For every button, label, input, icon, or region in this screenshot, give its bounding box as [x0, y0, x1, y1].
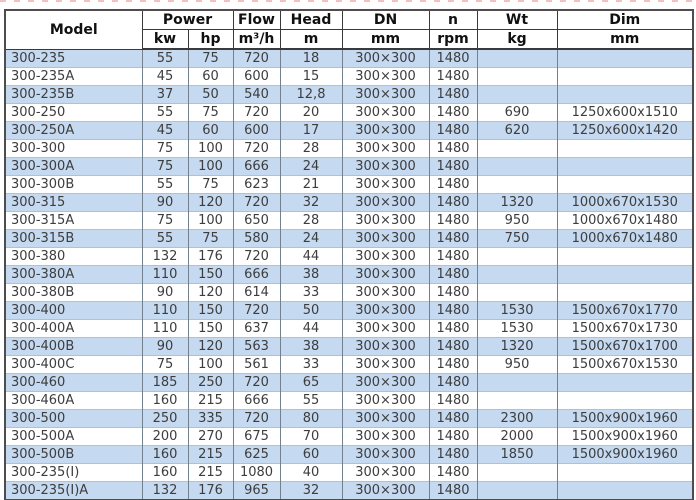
cell-head: 44 — [280, 248, 342, 266]
cell-power-kw: 55 — [142, 49, 188, 68]
cell-n-rpm: 1480 — [429, 284, 477, 302]
cell-dn: 300×300 — [342, 356, 429, 374]
cell-n-rpm: 1480 — [429, 86, 477, 104]
cell-n-rpm: 1480 — [429, 158, 477, 176]
cell-power-hp: 215 — [188, 392, 233, 410]
table-row — [5, 410, 693, 428]
cell-head: 24 — [280, 230, 342, 248]
cell-dn: 300×300 — [342, 392, 429, 410]
cell-model: 300-400 — [5, 302, 142, 320]
cell-n-rpm: 1480 — [429, 482, 477, 500]
cell-head: 38 — [280, 266, 342, 284]
cell-dim — [557, 266, 693, 284]
table-row — [5, 392, 693, 410]
cell-power-hp: 215 — [188, 446, 233, 464]
cell-n-rpm: 1480 — [429, 194, 477, 212]
cell-head: 12,8 — [280, 86, 342, 104]
table-row — [5, 86, 693, 104]
cell-flow: 625 — [233, 446, 280, 464]
cell-dn: 300×300 — [342, 104, 429, 122]
unit-kw: kw — [142, 30, 188, 50]
cell-dn: 300×300 — [342, 446, 429, 464]
cell-dim — [557, 248, 693, 266]
cell-dn: 300×300 — [342, 374, 429, 392]
table-row — [5, 248, 693, 266]
table-row — [5, 302, 693, 320]
cell-wt — [477, 68, 557, 86]
cell-wt: 1530 — [477, 302, 557, 320]
table-row — [5, 194, 693, 212]
cell-power-hp: 100 — [188, 158, 233, 176]
cell-model: 300-380 — [5, 248, 142, 266]
cell-model: 300-400A — [5, 320, 142, 338]
cell-power-kw: 185 — [142, 374, 188, 392]
cell-power-hp: 270 — [188, 428, 233, 446]
cell-power-hp: 150 — [188, 302, 233, 320]
table-row — [5, 230, 693, 248]
cell-power-kw: 37 — [142, 86, 188, 104]
cell-wt — [477, 266, 557, 284]
cell-dim: 1000x670x1530 — [557, 194, 693, 212]
cell-flow: 540 — [233, 86, 280, 104]
cell-power-hp: 215 — [188, 464, 233, 482]
cell-head: 65 — [280, 374, 342, 392]
cell-model: 300-235A — [5, 68, 142, 86]
cell-power-kw: 55 — [142, 230, 188, 248]
cell-dim: 1250x600x1420 — [557, 122, 693, 140]
header-dim: Dim — [557, 10, 693, 30]
cell-dim — [557, 140, 693, 158]
cell-n-rpm: 1480 — [429, 104, 477, 122]
cell-power-hp: 100 — [188, 212, 233, 230]
header-power: Power — [142, 10, 233, 30]
table-row — [5, 338, 693, 356]
cell-flow: 600 — [233, 122, 280, 140]
cell-dn: 300×300 — [342, 176, 429, 194]
cell-wt: 950 — [477, 212, 557, 230]
cell-power-hp: 60 — [188, 122, 233, 140]
cell-dim: 1000x670x1480 — [557, 212, 693, 230]
pump-spec-table — [4, 9, 694, 500]
cell-wt: 1530 — [477, 320, 557, 338]
cell-power-kw: 75 — [142, 158, 188, 176]
header-model: Model — [5, 10, 142, 49]
cell-wt — [477, 482, 557, 500]
cell-dim: 1000x670x1480 — [557, 230, 693, 248]
cell-n-rpm: 1480 — [429, 392, 477, 410]
header-flow: Flow — [233, 10, 280, 30]
cell-power-hp: 120 — [188, 338, 233, 356]
cell-flow: 1080 — [233, 464, 280, 482]
table-row — [5, 104, 693, 122]
cell-n-rpm: 1480 — [429, 140, 477, 158]
cell-power-hp: 335 — [188, 410, 233, 428]
cell-head: 17 — [280, 122, 342, 140]
cell-model: 300-460A — [5, 392, 142, 410]
cell-dn: 300×300 — [342, 122, 429, 140]
cell-power-kw: 110 — [142, 320, 188, 338]
table-row — [5, 68, 693, 86]
cell-wt: 2300 — [477, 410, 557, 428]
cell-flow: 675 — [233, 428, 280, 446]
table-row — [5, 446, 693, 464]
cell-power-hp: 75 — [188, 49, 233, 68]
table-row — [5, 284, 693, 302]
cell-head: 44 — [280, 320, 342, 338]
cell-dim: 1500x670x1730 — [557, 320, 693, 338]
table-row — [5, 428, 693, 446]
cell-wt: 1320 — [477, 194, 557, 212]
table-row — [5, 374, 693, 392]
cell-dim — [557, 464, 693, 482]
cell-flow: 666 — [233, 266, 280, 284]
cell-dim: 1500x900x1960 — [557, 410, 693, 428]
cell-head: 60 — [280, 446, 342, 464]
cell-power-kw: 90 — [142, 284, 188, 302]
cell-head: 28 — [280, 140, 342, 158]
cell-power-hp: 120 — [188, 194, 233, 212]
cell-head: 55 — [280, 392, 342, 410]
cell-power-hp: 50 — [188, 86, 233, 104]
unit-dim: mm — [557, 30, 693, 50]
cell-wt — [477, 464, 557, 482]
table-row — [5, 49, 693, 68]
cell-power-kw: 160 — [142, 446, 188, 464]
cell-wt — [477, 158, 557, 176]
cell-model: 300-250 — [5, 104, 142, 122]
cell-dim: 1500x900x1960 — [557, 428, 693, 446]
table-row — [5, 122, 693, 140]
cell-power-hp: 150 — [188, 320, 233, 338]
cell-power-kw: 75 — [142, 212, 188, 230]
cell-model: 300-500B — [5, 446, 142, 464]
cell-head: 15 — [280, 68, 342, 86]
cell-wt: 950 — [477, 356, 557, 374]
cell-head: 20 — [280, 104, 342, 122]
cell-flow: 580 — [233, 230, 280, 248]
cell-head: 38 — [280, 338, 342, 356]
cell-dn: 300×300 — [342, 410, 429, 428]
cell-dim: 1500x670x1530 — [557, 356, 693, 374]
cell-dim: 1500x670x1700 — [557, 338, 693, 356]
cell-wt — [477, 248, 557, 266]
cell-power-hp: 60 — [188, 68, 233, 86]
cell-flow: 720 — [233, 410, 280, 428]
unit-hp: hp — [188, 30, 233, 50]
cell-dim — [557, 482, 693, 500]
cell-dim: 1500x900x1960 — [557, 446, 693, 464]
cell-dn: 300×300 — [342, 464, 429, 482]
cell-dim — [557, 392, 693, 410]
cell-head: 24 — [280, 158, 342, 176]
cell-n-rpm: 1480 — [429, 248, 477, 266]
cell-flow: 650 — [233, 212, 280, 230]
cell-dn: 300×300 — [342, 212, 429, 230]
cell-model: 300-460 — [5, 374, 142, 392]
cell-wt — [477, 140, 557, 158]
cell-flow: 563 — [233, 338, 280, 356]
cell-power-kw: 90 — [142, 194, 188, 212]
cell-dn: 300×300 — [342, 49, 429, 68]
cell-flow: 720 — [233, 374, 280, 392]
cell-dn: 300×300 — [342, 86, 429, 104]
cell-dim — [557, 176, 693, 194]
cell-model: 300-300A — [5, 158, 142, 176]
cell-flow: 720 — [233, 49, 280, 68]
cell-flow: 637 — [233, 320, 280, 338]
table-header — [5, 10, 693, 49]
cell-head: 50 — [280, 302, 342, 320]
cell-dim: 1500x670x1770 — [557, 302, 693, 320]
header-dn: DN — [342, 10, 429, 30]
unit-dn: mm — [342, 30, 429, 50]
cell-flow: 965 — [233, 482, 280, 500]
cell-model: 300-235B — [5, 86, 142, 104]
cell-head: 28 — [280, 212, 342, 230]
cell-wt — [477, 49, 557, 68]
cell-model: 300-315A — [5, 212, 142, 230]
table-row — [5, 356, 693, 374]
cell-wt — [477, 176, 557, 194]
cell-wt: 750 — [477, 230, 557, 248]
table-row — [5, 212, 693, 230]
unit-n: rpm — [429, 30, 477, 50]
cell-n-rpm: 1480 — [429, 266, 477, 284]
cell-model: 300-235(I) — [5, 464, 142, 482]
header-row-groups — [5, 10, 693, 30]
cell-model: 300-300 — [5, 140, 142, 158]
cell-head: 32 — [280, 482, 342, 500]
cell-flow: 561 — [233, 356, 280, 374]
cell-model: 300-400B — [5, 338, 142, 356]
cell-power-kw: 132 — [142, 482, 188, 500]
cell-n-rpm: 1480 — [429, 122, 477, 140]
cell-dn: 300×300 — [342, 158, 429, 176]
cell-flow: 720 — [233, 302, 280, 320]
cell-dn: 300×300 — [342, 140, 429, 158]
cell-dn: 300×300 — [342, 194, 429, 212]
cell-model: 300-300B — [5, 176, 142, 194]
cell-flow: 666 — [233, 392, 280, 410]
cell-n-rpm: 1480 — [429, 428, 477, 446]
cell-wt: 620 — [477, 122, 557, 140]
cell-n-rpm: 1480 — [429, 68, 477, 86]
cell-n-rpm: 1480 — [429, 212, 477, 230]
cell-power-hp: 176 — [188, 482, 233, 500]
cell-dim — [557, 68, 693, 86]
cell-model: 300-380A — [5, 266, 142, 284]
cell-n-rpm: 1480 — [429, 410, 477, 428]
cell-flow: 623 — [233, 176, 280, 194]
cell-wt: 690 — [477, 104, 557, 122]
cell-dim: 1250x600x1510 — [557, 104, 693, 122]
unit-flow: m³/h — [233, 30, 280, 50]
cell-wt — [477, 392, 557, 410]
cell-model: 300-235(I)A — [5, 482, 142, 500]
cell-head: 70 — [280, 428, 342, 446]
cell-dn: 300×300 — [342, 482, 429, 500]
table-row — [5, 320, 693, 338]
cell-head: 18 — [280, 49, 342, 68]
cell-power-kw: 45 — [142, 122, 188, 140]
cell-head: 32 — [280, 194, 342, 212]
cell-head: 40 — [280, 464, 342, 482]
cell-power-kw: 160 — [142, 464, 188, 482]
cell-power-hp: 100 — [188, 140, 233, 158]
cell-power-kw: 160 — [142, 392, 188, 410]
header-n: n — [429, 10, 477, 30]
cell-dim — [557, 374, 693, 392]
cell-power-kw: 90 — [142, 338, 188, 356]
cell-power-kw: 55 — [142, 176, 188, 194]
cell-dn: 300×300 — [342, 248, 429, 266]
selection-dash-artifact — [0, 0, 696, 2]
cell-power-kw: 75 — [142, 356, 188, 374]
cell-wt: 1320 — [477, 338, 557, 356]
cell-head: 33 — [280, 284, 342, 302]
table-row — [5, 176, 693, 194]
cell-power-hp: 150 — [188, 266, 233, 284]
cell-flow: 666 — [233, 158, 280, 176]
cell-dn: 300×300 — [342, 302, 429, 320]
table-row — [5, 266, 693, 284]
unit-head: m — [280, 30, 342, 50]
cell-dim — [557, 86, 693, 104]
cell-flow: 600 — [233, 68, 280, 86]
cell-n-rpm: 1480 — [429, 49, 477, 68]
cell-power-kw: 45 — [142, 68, 188, 86]
cell-model: 300-380B — [5, 284, 142, 302]
table-row — [5, 158, 693, 176]
cell-n-rpm: 1480 — [429, 356, 477, 374]
cell-model: 300-500 — [5, 410, 142, 428]
cell-dn: 300×300 — [342, 428, 429, 446]
cell-power-hp: 120 — [188, 284, 233, 302]
cell-flow: 720 — [233, 194, 280, 212]
cell-dn: 300×300 — [342, 230, 429, 248]
cell-dn: 300×300 — [342, 68, 429, 86]
table-row — [5, 482, 693, 500]
cell-n-rpm: 1480 — [429, 464, 477, 482]
cell-wt: 2000 — [477, 428, 557, 446]
cell-model: 300-500A — [5, 428, 142, 446]
cell-head: 33 — [280, 356, 342, 374]
cell-n-rpm: 1480 — [429, 302, 477, 320]
cell-model: 300-315B — [5, 230, 142, 248]
cell-dim — [557, 49, 693, 68]
cell-wt — [477, 284, 557, 302]
cell-power-kw: 75 — [142, 140, 188, 158]
cell-n-rpm: 1480 — [429, 338, 477, 356]
cell-n-rpm: 1480 — [429, 320, 477, 338]
cell-n-rpm: 1480 — [429, 446, 477, 464]
cell-power-kw: 132 — [142, 248, 188, 266]
cell-flow: 720 — [233, 140, 280, 158]
cell-flow: 614 — [233, 284, 280, 302]
cell-power-hp: 75 — [188, 230, 233, 248]
cell-dim — [557, 284, 693, 302]
unit-wt: kg — [477, 30, 557, 50]
cell-model: 300-235 — [5, 49, 142, 68]
cell-wt — [477, 374, 557, 392]
cell-power-hp: 250 — [188, 374, 233, 392]
cell-n-rpm: 1480 — [429, 230, 477, 248]
cell-power-kw: 250 — [142, 410, 188, 428]
cell-flow: 720 — [233, 104, 280, 122]
cell-dn: 300×300 — [342, 266, 429, 284]
cell-head: 21 — [280, 176, 342, 194]
cell-model: 300-250A — [5, 122, 142, 140]
header-wt: Wt — [477, 10, 557, 30]
cell-power-hp: 75 — [188, 176, 233, 194]
cell-dim — [557, 158, 693, 176]
cell-flow: 720 — [233, 248, 280, 266]
cell-head: 80 — [280, 410, 342, 428]
header-head: Head — [280, 10, 342, 30]
cell-power-kw: 110 — [142, 302, 188, 320]
cell-dn: 300×300 — [342, 284, 429, 302]
cell-n-rpm: 1480 — [429, 374, 477, 392]
table-body — [5, 49, 693, 500]
cell-model: 300-400C — [5, 356, 142, 374]
cell-power-hp: 75 — [188, 104, 233, 122]
cell-power-kw: 55 — [142, 104, 188, 122]
cell-power-kw: 200 — [142, 428, 188, 446]
cell-model: 300-315 — [5, 194, 142, 212]
cell-wt — [477, 86, 557, 104]
cell-power-hp: 176 — [188, 248, 233, 266]
cell-dn: 300×300 — [342, 338, 429, 356]
table-row — [5, 140, 693, 158]
cell-wt: 1850 — [477, 446, 557, 464]
table-row — [5, 464, 693, 482]
cell-dn: 300×300 — [342, 320, 429, 338]
cell-power-hp: 100 — [188, 356, 233, 374]
cell-power-kw: 110 — [142, 266, 188, 284]
cell-n-rpm: 1480 — [429, 176, 477, 194]
